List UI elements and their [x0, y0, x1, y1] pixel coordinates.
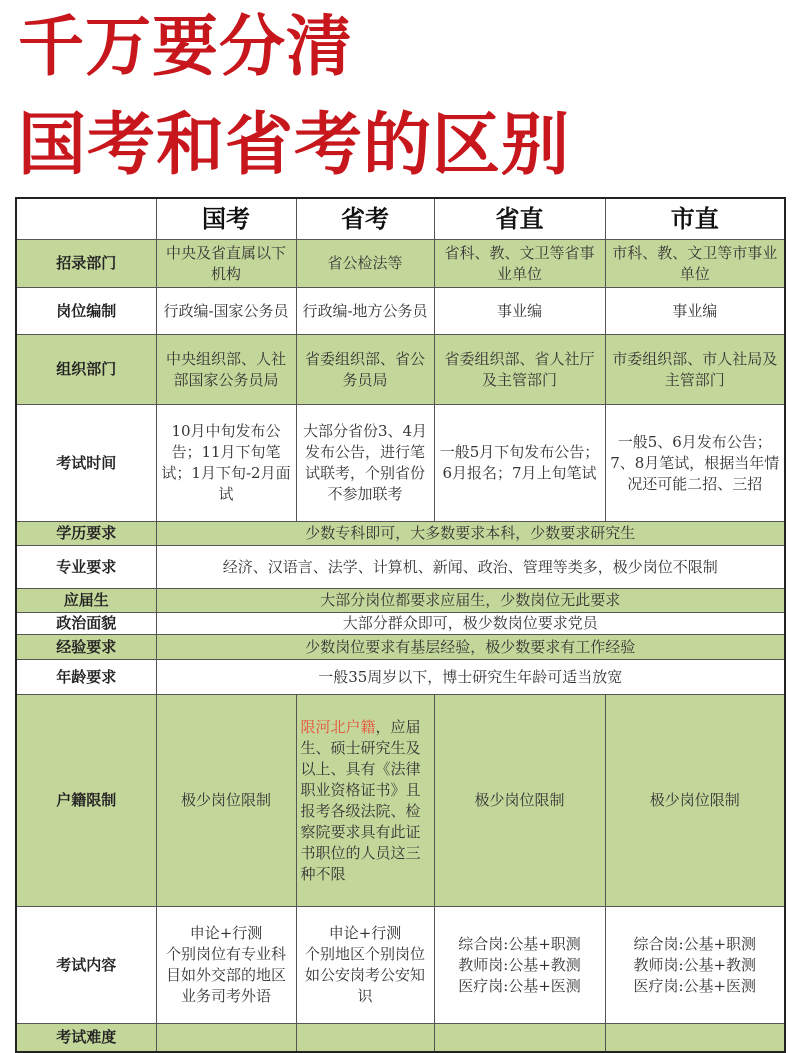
- corner-cell: [16, 198, 156, 240]
- cell: 10月中旬发布公告；11月下旬笔试；1月下旬-2月面试: [156, 405, 296, 522]
- cell-line: 申论+行测: [328, 924, 402, 942]
- cell: 极少岗位限制: [156, 695, 296, 907]
- row-label: 户籍限制: [16, 695, 156, 907]
- cell: 一般5月下旬发布公告；6月报名；7月上旬笔试: [434, 405, 605, 522]
- row-label: 考试难度: [16, 1024, 156, 1052]
- cell-line: 个别地区个别岗位如公安岗考公安知识: [304, 945, 425, 1005]
- cell: [156, 1024, 296, 1052]
- col-header-guokao: 国考: [156, 198, 296, 240]
- cell-line: 申论+行测: [189, 924, 263, 942]
- title-line-2: 国考和省考的区别: [18, 106, 571, 185]
- row-label: 考试时间: [16, 405, 156, 522]
- table-row-exam-content: [16, 907, 785, 1024]
- row-label: 岗位编制: [16, 288, 156, 335]
- cell-line: 医疗岗:公基+医测: [633, 976, 757, 995]
- table-row-recruiting-dept: [16, 240, 785, 288]
- cell: 行政编-国家公务员: [156, 288, 296, 335]
- merged-cell: 大部分岗位都要求应届生，少数岗位无此要求: [156, 589, 785, 613]
- col-header-shengkao: 省考: [296, 198, 434, 240]
- cell: 事业编: [605, 288, 785, 335]
- cell: 大部分省份3、4月发布公告，进行笔试联考，个别省份不参加联考: [296, 405, 434, 522]
- header-row: [16, 198, 785, 240]
- row-label: 应届生: [16, 589, 156, 613]
- comparison-table: [15, 197, 786, 1053]
- table-row-political-status: [16, 613, 785, 635]
- merged-cell: 一般35周岁以下，博士研究生年龄可适当放宽: [156, 660, 785, 695]
- table-row-experience: [16, 635, 785, 660]
- cell: 省委组织部、省公务员局: [296, 335, 434, 405]
- cell: 极少岗位限制: [605, 695, 785, 907]
- cell: 省公检法等: [296, 240, 434, 288]
- cell-line: 综合岗:公基+职测: [458, 934, 581, 953]
- table-row-staffing: [16, 288, 785, 335]
- table-row-major: [16, 546, 785, 589]
- merged-cell: 少数岗位要求有基层经验，极少数要求有工作经验: [156, 635, 785, 660]
- cell: 中央及省直属以下机构: [156, 240, 296, 288]
- cell-line: 个别岗位有专业科目如外交部的地区业务司考外语: [165, 945, 286, 1005]
- merged-cell: 经济、汉语言、法学、计算机、新闻、政治、管理等类多，极少岗位不限制: [156, 546, 785, 589]
- cell: 极少岗位限制: [434, 695, 605, 907]
- table-row-education: [16, 522, 785, 546]
- cell-text: ，应届生、硕士研究生及以上、具有《法律职业资格证书》且报考各级法院、检察院要求具有此证书职位的人员这三种不限: [300, 717, 421, 883]
- title-line-1: 千万要分清: [18, 8, 353, 85]
- table-row-organizing-dept: [16, 335, 785, 405]
- cell: [434, 907, 605, 1024]
- cell: 省委组织部、省人社厅及主管部门: [434, 335, 605, 405]
- table-row-fresh-graduate: [16, 589, 785, 613]
- table-row-household-registration: [16, 695, 785, 907]
- table-row-age: [16, 660, 785, 695]
- cell: 省科、教、文卫等省事业单位: [434, 240, 605, 288]
- row-label: 年龄要求: [16, 660, 156, 695]
- cell: 中央组织部、人社部国家公务员局: [156, 335, 296, 405]
- row-label: 专业要求: [16, 546, 156, 589]
- cell-line: 教师岗:公基+教测: [458, 955, 581, 974]
- row-label: 政治面貌: [16, 613, 156, 635]
- cell: 事业编: [434, 288, 605, 335]
- row-label: 考试内容: [16, 907, 156, 1024]
- col-header-shizhi: 市直: [605, 198, 785, 240]
- cell: 市委组织部、市人社局及主管部门: [605, 335, 785, 405]
- table-row-exam-time: [16, 405, 785, 522]
- cell: 行政编-地方公务员: [296, 288, 434, 335]
- cell: [156, 907, 296, 1024]
- cell: [296, 695, 434, 907]
- cell-line: 综合岗:公基+职测: [633, 934, 757, 953]
- highlight-text: 限河北户籍: [300, 717, 376, 736]
- row-label: 招录部门: [16, 240, 156, 288]
- merged-cell: 大部分群众即可，极少数岗位要求党员: [156, 613, 785, 635]
- cell: [296, 907, 434, 1024]
- cell: [296, 1024, 434, 1052]
- merged-cell: 少数专科即可，大多数要求本科，少数要求研究生: [156, 522, 785, 546]
- row-label: 学历要求: [16, 522, 156, 546]
- cell: [605, 907, 785, 1024]
- table-row-exam-difficulty: [16, 1024, 785, 1052]
- cell: 市科、教、文卫等市事业单位: [605, 240, 785, 288]
- cell-line: 教师岗:公基+教测: [633, 955, 757, 974]
- cell-line: 医疗岗:公基+医测: [458, 976, 581, 995]
- row-label: 经验要求: [16, 635, 156, 660]
- cell: [434, 1024, 605, 1052]
- cell: [605, 1024, 785, 1052]
- col-header-shengzhi: 省直: [434, 198, 605, 240]
- row-label: 组织部门: [16, 335, 156, 405]
- cell: 一般5、6月发布公告；7、8月笔试，根据当年情况还可能二招、三招: [605, 405, 785, 522]
